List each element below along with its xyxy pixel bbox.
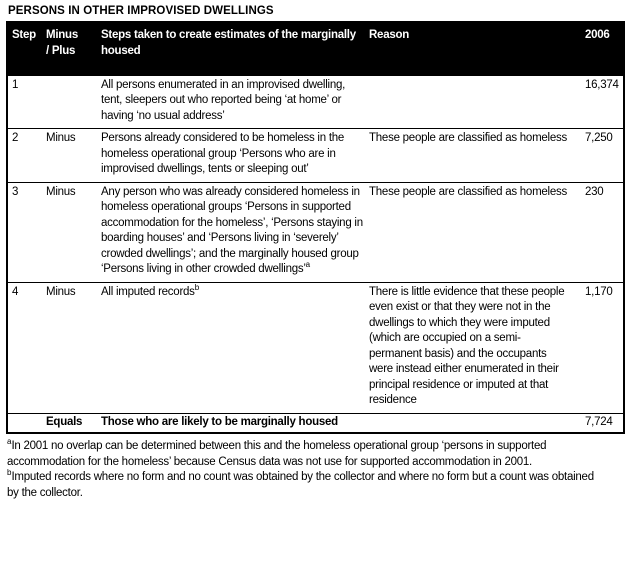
reason-cell: These people are classified as homeless xyxy=(367,182,575,282)
value-cell: 7,250 xyxy=(575,129,624,183)
table-row-2 xyxy=(7,129,624,183)
steps-text: All persons enumerated in an improvised dwelling, tent, sleepers out who reported being ‘at home’ or having ‘no usual address’ xyxy=(101,78,346,122)
steps-text: All imputed records xyxy=(101,285,195,298)
col-header-steps: Steps taken to create estimates of the marginally housed xyxy=(99,22,367,75)
page-title: PERSONS IN OTHER IMPROVISED DWELLINGS xyxy=(8,5,274,17)
footnote-a-text: In 2001 no overlap can be determined between this and the homeless operational group ‘persons in supported accommodation for the homeless’ because Census data was not use for supported accommodation in 2001. xyxy=(7,440,547,468)
col-header-step: Step xyxy=(7,22,43,75)
steps-cell xyxy=(99,75,367,129)
footnote-b xyxy=(7,470,608,501)
value-cell: 230 xyxy=(575,182,624,282)
col-header-reason: Reason xyxy=(367,22,575,75)
step-cell: 3 xyxy=(7,182,43,282)
steps-cell xyxy=(99,282,367,413)
step-cell: 4 xyxy=(7,282,43,413)
operation-cell xyxy=(43,75,99,129)
footnote-b-marker: b xyxy=(7,468,12,478)
table-total xyxy=(7,413,624,433)
table-row-4 xyxy=(7,282,624,413)
total-row xyxy=(7,413,624,433)
operation-cell: Minus xyxy=(43,182,99,282)
reason-cell xyxy=(367,75,575,129)
step-cell: 1 xyxy=(7,75,43,129)
value-cell: 16,374 xyxy=(575,75,624,129)
footnote-a-marker: a xyxy=(7,437,12,447)
estimates-table xyxy=(6,21,625,434)
steps-cell xyxy=(99,182,367,282)
total-step-cell xyxy=(7,413,43,433)
operation-cell: Minus xyxy=(43,282,99,413)
steps-text: Persons already considered to be homeless in the homeless operational group ‘Persons who are in improvised dwellings, tents or sleeping out’ xyxy=(101,132,345,175)
reason-cell: These people are classified as homeless xyxy=(367,129,575,183)
total-value-cell: 7,724 xyxy=(575,413,624,433)
steps-cell xyxy=(99,129,367,183)
table-body xyxy=(7,75,624,413)
footnote-b-text: Imputed records where no form and no count was obtained by the collector and where no form but a count was obtained by the collector. xyxy=(7,471,594,499)
minus-plus-line2: / Plus xyxy=(46,44,76,57)
header-row xyxy=(7,22,624,75)
total-operation-cell: Equals xyxy=(43,413,99,433)
footnote-marker-a: a xyxy=(305,260,311,270)
total-label-cell: Those who are likely to be marginally housed xyxy=(99,413,575,433)
minus-plus-line1: Minus xyxy=(46,29,78,41)
col-header-year: 2006 xyxy=(575,22,624,75)
table-row-1 xyxy=(7,75,624,129)
operation-cell: Minus xyxy=(43,129,99,183)
step-cell: 2 xyxy=(7,129,43,183)
col-header-minus-plus xyxy=(43,22,99,75)
table-row-3 xyxy=(7,182,624,282)
footnote-marker-b: b xyxy=(194,282,200,292)
footnotes xyxy=(7,439,608,501)
table-header xyxy=(7,22,624,75)
footnote-a xyxy=(7,439,608,470)
value-cell: 1,170 xyxy=(575,282,624,413)
steps-text: Any person who was already considered homeless in homeless operational groups ‘Persons in supported accommodation for the homeless’, ‘Persons staying in boarding houses’ and ‘Persons living in ‘severely’ crowded dwellings’; and the marginally housed group ‘Persons living in other crowded dwellings’ xyxy=(101,185,363,275)
reason-cell: There is little evidence that these people even exist or that they were not in the dwellings to which they were imputed (which are occupied on a semi-permanent basis) and the occupants were instead either enumerated in their principal residence or imputed at that residence xyxy=(367,282,575,413)
